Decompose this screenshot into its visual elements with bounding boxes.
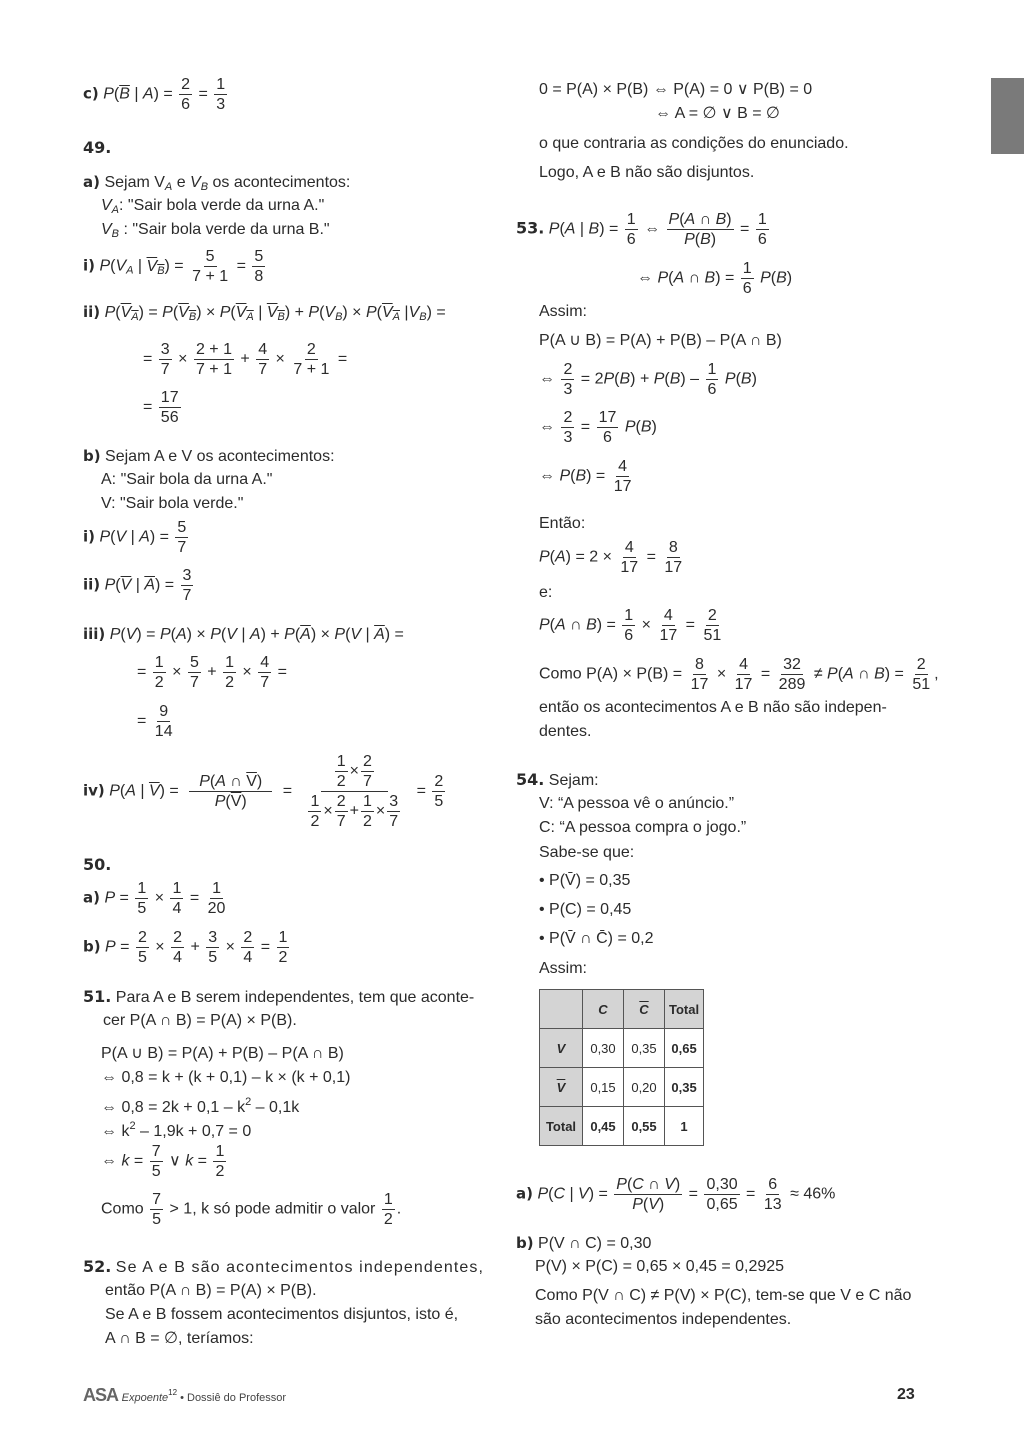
q49a-ii-step1: = $\frac{3}{7}$ × $\frac{2 + 1}{7 + 1}$ + $\frac{4}{7}$ × $\frac{2}{7 + 1}$ = <box>143 341 348 378</box>
table-row <box>540 1107 704 1146</box>
footer-book-sup: 12 <box>168 1388 178 1397</box>
q50a: a) P = $\frac{1}{5}$ × $\frac{1}{4}$ = $\frac{1}{20}$ <box>83 880 226 917</box>
q53-eq8: P(A ∩ B) = $\frac{1}{6}$ × $\frac{4}{17}$ = $\frac{2}{51}$ <box>539 607 722 644</box>
q54-sabe: Sabe-se que: <box>539 844 635 861</box>
q50-heading: 50. <box>83 855 112 874</box>
q49b-intro: b) Sejam A e V os acontecimentos: <box>83 447 335 465</box>
q49a-i: i) $P(V_A$ | $V_B$) = $\frac{5}{7 + 1}$ = $\frac{5}{8}$ <box>83 248 264 285</box>
q51-eq4: ⇔ $k^2 - 1,9k + 0,7 = 0$ <box>101 1120 252 1140</box>
table-row <box>540 1068 704 1107</box>
q49a-ii: ii) $P(V_A) = P(V_B) \times P(V_A$ | $V_B) + P(V_B) \times P(V_A$ $|V_B$) = <box>83 303 446 323</box>
q51-eq2: ⇔ 0,8 = k + (k + 0,1) – k × (k + 0,1) <box>101 1069 351 1086</box>
q49b-ii: ii) $P(\overline{V}$ | $\overline{A}$) = $\frac{3}{7}$ <box>83 567 192 604</box>
q54b-line1: b) P(V ∩ C) = 0,30 <box>516 1234 652 1252</box>
table-row-label: V <box>540 1029 583 1068</box>
q49b-i: i) P(V | A) = $\frac{5}{7}$ <box>83 519 187 556</box>
footer-subtitle: • Dossiê do Professor <box>177 1392 287 1404</box>
table-cell: 0,20 <box>624 1068 665 1107</box>
q53-concl2: dentes. <box>539 723 592 740</box>
q53-eq5: ⇔ $\frac{2}{3}$ = $\frac{17}{6}$ P(B) <box>539 409 657 446</box>
q49a-vb: $V_B$ : "Sair bola verde da urna B." <box>101 221 330 240</box>
q54b-line2: P(V) × P(C) = 0,65 × 0,45 = 0,2925 <box>535 1258 785 1275</box>
q52-r4: Logo, A e B não são disjuntos. <box>539 164 755 181</box>
q48c-line: c) $P(\overline{B}$ | A) = $\frac{2}{6}$ = $\frac{1}{3}$ <box>83 76 226 113</box>
q52-line4: A ∩ B = ∅, teríamos: <box>105 1330 254 1347</box>
q49a-ii-result: = $\frac{17}{56}$ <box>143 389 179 426</box>
table-cell: 0,30 <box>583 1029 624 1068</box>
table-row-label: $\overline{V}$ <box>540 1068 583 1107</box>
table-cell: 0,35 <box>624 1029 665 1068</box>
q49b-v: V: "Sair bola verde." <box>101 495 244 512</box>
q53-assim: Assim: <box>539 303 587 320</box>
q52-r3: o que contraria as condições do enunciado. <box>539 135 849 152</box>
q54b-line3: Como P(V ∩ C) ≠ P(V) × P(C), tem-se que V e C não <box>535 1287 912 1304</box>
q53-concl1: então os acontecimentos A e B não são indepen- <box>539 699 887 716</box>
q54-bullet3: • P(V̄ ∩ C̄) = 0,2 <box>539 930 654 947</box>
q54a: a) P(C | V) = $\frac{P(C \cap V)}{P(V)}$ = $\frac{0,30}{0,65}$ = $\frac{6}{13}$ ≈ 46% <box>516 1176 836 1213</box>
q54-v: V: “A pessoa vê o anúncio.” <box>539 795 735 812</box>
q49b-iv: iv) P(A | $\overline{V}$) = $\frac{P(A \cap \overline{V})}{P(\overline{V})}$ = $\frac{1}{2}$ × $\frac{2}{7}$ $\frac{1}{2}$ × $\frac{2}{7}$ + $\frac{1}{2}$ × $\frac{3}{7}$ = $\frac{2}{5}$ <box>83 753 444 830</box>
q53-eq2: ⇔ P(A ∩ B) = $\frac{1}{6}$ P(B) <box>637 260 793 297</box>
q53-eq1: 53. P(A | B) = $\frac{1}{6}$ ⇔ $\frac{P(A \cap B)}{P(B)}$ = $\frac{1}{6}$ <box>516 211 767 248</box>
q51-conclusion: Como $\frac{7}{5}$ > 1, k só pode admitir o valor $\frac{1}{2}$ . <box>101 1191 402 1228</box>
q52-line2: então P(A ∩ B) = P(A) × P(B). <box>105 1282 317 1299</box>
q52-r1: 0 = P(A) × P(B) ⇔ P(A) = 0 ∨ P(B) = 0 <box>539 81 813 98</box>
q52-line3: Se A e B fossem acontecimentos disjuntos, isto é, <box>105 1306 459 1323</box>
table-cell: 0,15 <box>583 1068 624 1107</box>
table-cell: 0,55 <box>624 1107 665 1146</box>
table-header-total: Total <box>665 990 704 1029</box>
table-header-not-c: $\overline{C}$ <box>624 990 665 1029</box>
q49a-intro: a) Sejam $V_A$ e $V_B$ os acontecimentos: <box>83 173 351 193</box>
q51-eq3: ⇔ $0,8 = 2k + 0,1 - k^2 - 0,1k$ <box>101 1096 300 1116</box>
q53-e: e: <box>539 584 553 601</box>
table-row <box>540 1029 704 1068</box>
q52-line1: 52. Se A e B são acontecimentos independentes, <box>83 1257 485 1276</box>
table-header-c: C <box>583 990 624 1029</box>
q49b-a: A: "Sair bola da urna A." <box>101 471 273 488</box>
table-cell: 0,45 <box>583 1107 624 1146</box>
q54b-line4: são acontecimentos independentes. <box>535 1311 792 1328</box>
q53-eq6: ⇔ P(B) = $\frac{4}{17}$ <box>539 458 632 495</box>
q49a-va: $V_A$: "Sair bola verde da urna A." <box>101 197 325 216</box>
q51-line1: 51. Para A e B serem independentes, tem que aconte- <box>83 987 475 1006</box>
q53-entao: Então: <box>539 515 586 532</box>
q49b-iii: iii) P(V) = P(A) × P(V | $A) + P(\overline{A}) \times P(V$ | $\overline{A}$) = <box>83 625 404 643</box>
q49b-iii-step1: = $\frac{1}{2}$ × $\frac{5}{7}$ + $\frac{1}{2}$ × $\frac{4}{7}$ = <box>137 654 287 691</box>
q53-como: Como P(A) × P(B) = $\frac{8}{17}$ × $\frac{4}{17}$ = $\frac{32}{289}$ ≠ P(A ∩ B) = $\frac{2}{51}$ , <box>539 656 939 693</box>
table-cell: 0,35 <box>665 1068 704 1107</box>
q51-eq1: P(A ∪ B) = P(A) + P(B) – P(A ∩ B) <box>101 1045 344 1062</box>
table-cell: 0,65 <box>665 1029 704 1068</box>
table-cell: 1 <box>665 1107 704 1146</box>
q49-heading: 49. <box>83 138 112 157</box>
q54-bullet2: • P(C) = 0,45 <box>539 901 632 918</box>
q54-assim: Assim: <box>539 960 587 977</box>
probability-table <box>539 989 704 1146</box>
q49b-iii-result: = $\frac{9}{14}$ <box>137 703 173 740</box>
q51-eq5: ⇔ k = $\frac{7}{5}$ ∨ k = $\frac{1}{2}$ <box>101 1143 225 1180</box>
page-tab-marker <box>991 78 1024 154</box>
footer-brand <box>83 1385 286 1406</box>
table-header-row <box>540 990 704 1029</box>
q53-eq3: P(A ∪ B) = P(A) + P(B) – P(A ∩ B) <box>539 332 782 349</box>
asa-logo: ASA <box>83 1385 119 1405</box>
q54-bullet1: • P(V̄) = 0,35 <box>539 872 631 889</box>
table-row-label: Total <box>540 1107 583 1146</box>
q54-sejam: 54. Sejam: <box>516 770 599 789</box>
q51-line2: cer P(A ∩ B) = P(A) × P(B). <box>103 1012 297 1029</box>
q53-eq4: ⇔ $\frac{2}{3}$ = 2P(B) + P(B) – $\frac{1}{6}$ P(B) <box>539 361 757 398</box>
page-number: 23 <box>897 1386 915 1403</box>
q52-r2: ⇔ A = ∅ ∨ B = ∅ <box>655 105 780 122</box>
table-corner <box>540 990 583 1029</box>
q50b: b) P = $\frac{2}{5}$ × $\frac{2}{4}$ + $\frac{3}{5}$ × $\frac{2}{4}$ = $\frac{1}{2}$ <box>83 929 288 966</box>
q54-c: C: “A pessoa compra o jogo.” <box>539 819 747 836</box>
footer-book: Expoente <box>121 1392 169 1404</box>
q53-eq7: P(A) = 2 × $\frac{4}{17}$ = $\frac{8}{17}$ <box>539 539 683 576</box>
